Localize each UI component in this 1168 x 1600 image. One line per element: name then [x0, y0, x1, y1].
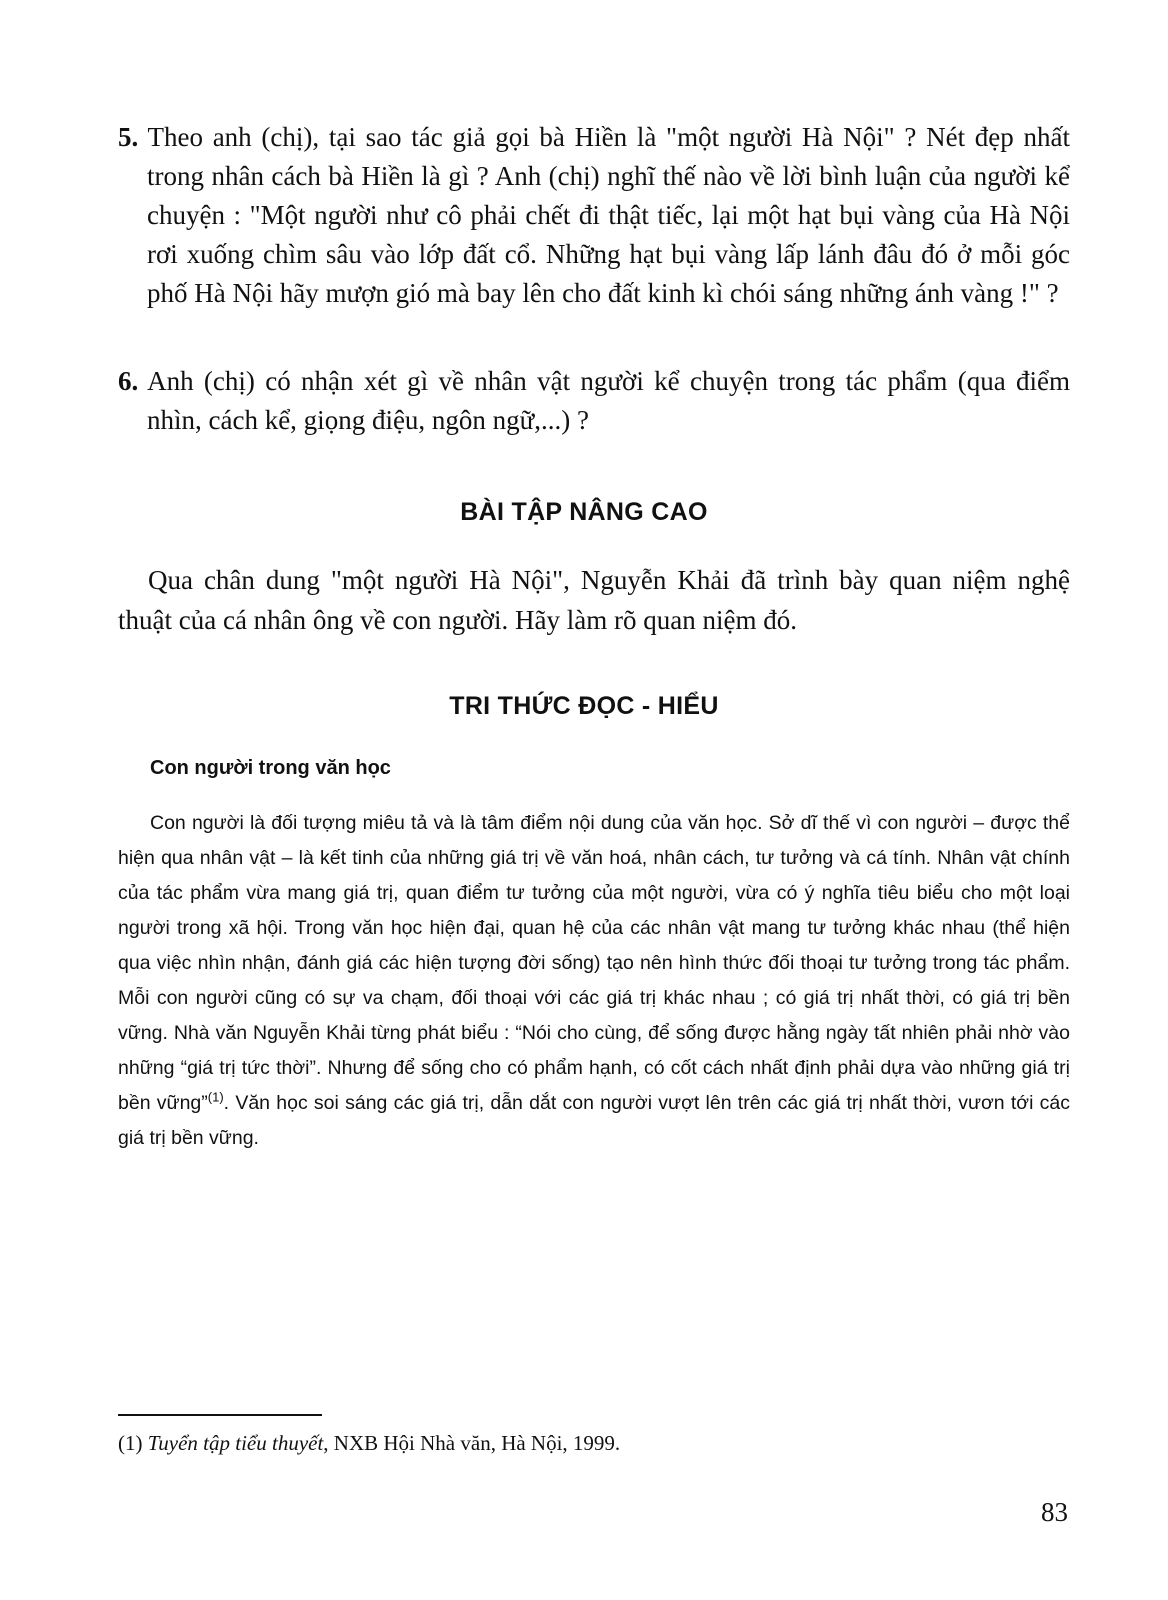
footnote-reference: (1): [207, 1089, 224, 1105]
question-number: 5.: [118, 122, 139, 152]
footnote-source: , NXB Hội Nhà văn, Hà Nội, 1999.: [323, 1431, 621, 1455]
footnote-title: Tuyển tập tiểu thuyết: [147, 1431, 324, 1455]
question-text: Anh (chị) có nhận xét gì về nhân vật người kể chuyện trong tác phẩm (qua điểm nhìn, cách kể, giọng điệu, ngôn ngữ,...) ?: [147, 366, 1070, 435]
page-number: 83: [1041, 1497, 1068, 1527]
question-number: 6.: [118, 366, 139, 396]
knowledge-paragraph: [118, 806, 1070, 1156]
advanced-exercise-text: Qua chân dung "một người Hà Nội", Nguyễn Khải đã trình bày quan niệm nghệ thuật của cá nhân ông về con người. Hãy làm rõ quan niệm đó.: [118, 565, 1070, 635]
footnote-marker: (1): [118, 1431, 143, 1455]
question-5: [118, 118, 1070, 313]
knowledge-text: Con người là đối tượng miêu tả và là tâm điểm nội dung của văn học. Sở dĩ thế vì con người – được thể hiện qua nhân vật – là kết tinh của những giá trị về văn hoá, nhân cách, tư tưởng và cá tính. Nhân vật chính của tác phẩm vừa mang giá trị, quan điểm tư tưởng của một người, vừa có ý nghĩa tiêu biểu cho một loại người trong xã hội. Trong văn học hiện đại, quan hệ của các nhân vật mang tư tưởng khác nhau (thể hiện qua việc nhìn nhận, đánh giá các hiện tượng đời sống) tạo nên hình thức đối thoại tư tưởng trong tác phẩm. Mỗi con người cũng có sự va chạm, đối thoại với các giá trị khác nhau ; có giá trị nhất thời, có giá trị bền vững. Nhà văn Nguyễn Khải từng phát biểu : “Nói cho cùng, để sống được hằng ngày tất nhiên phải nhờ vào những “giá trị tức thời”. Nhưng để sống cho có phẩm hạnh, có cốt cách nhất định phải dựa vào những giá trị bền vững”: [118, 812, 1070, 1114]
question-6: [118, 362, 1070, 440]
advanced-exercise-heading: BÀI TẬP NÂNG CAO: [460, 498, 708, 526]
footnote-divider: [118, 1414, 322, 1416]
knowledge-subheading: Con người trong văn học: [150, 757, 391, 779]
question-text: Theo anh (chị), tại sao tác giả gọi bà Hiền là "một người Hà Nội" ? Nét đẹp nhất trong nhân cách bà Hiền là gì ? Anh (chị) nghĩ thế nào về lời bình luận của người kể chuyện : "Một người như cô phải chết đi thật tiếc, lại một hạt bụi vàng của Hà Nội rơi xuống chìm sâu vào lớp đất cổ. Những hạt bụi vàng lấp lánh đâu đó ở mỗi góc phố Hà Nội hãy mượn gió mà bay lên cho đất kinh kì chói sáng những ánh vàng !" ?: [147, 122, 1070, 308]
knowledge-text-end: . Văn học soi sáng các giá trị, dẫn dắt con người vượt lên trên các giá trị nhất thời, vươn tới các giá trị bền vững.: [118, 1092, 1070, 1149]
footnote: [118, 1431, 620, 1456]
knowledge-heading: TRI THỨC ĐỌC - HIỂU: [449, 692, 719, 720]
